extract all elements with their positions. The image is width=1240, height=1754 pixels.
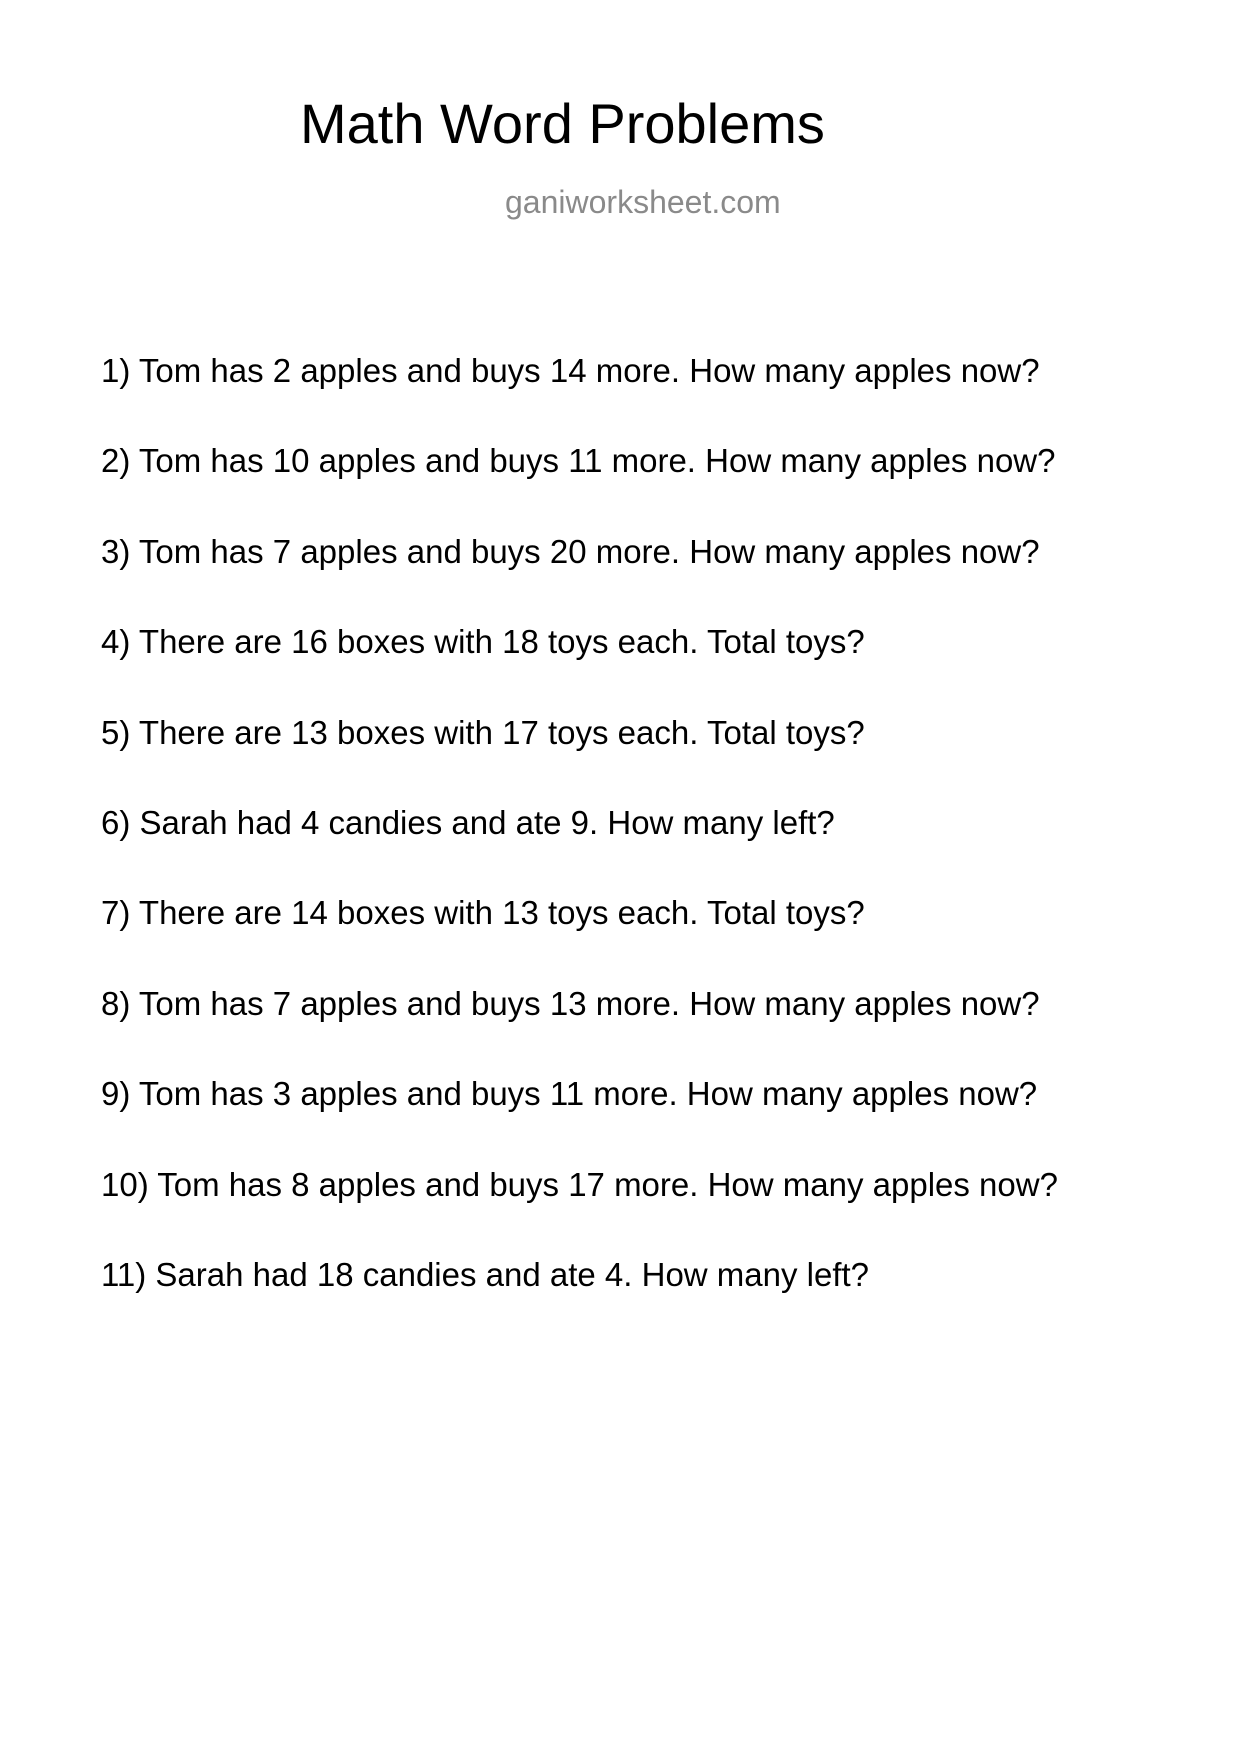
- problem-item: 7) There are 14 boxes with 13 toys each. Total toys?: [101, 894, 865, 932]
- problem-item: 3) Tom has 7 apples and buys 20 more. How many apples now?: [101, 532, 1040, 570]
- problem-item: 8) Tom has 7 apples and buys 13 more. How many apples now?: [101, 984, 1040, 1022]
- problem-item: 2) Tom has 10 apples and buys 11 more. How many apples now?: [101, 442, 1056, 480]
- problem-item: 10) Tom has 8 apples and buys 17 more. How many apples now?: [101, 1165, 1058, 1203]
- source-website: ganiworksheet.com: [505, 184, 781, 220]
- problem-item: 5) There are 13 boxes with 17 toys each. Total toys?: [101, 713, 865, 751]
- problem-list: [101, 354, 1058, 1348]
- problem-item: 6) Sarah had 4 candies and ate 9. How many left?: [101, 803, 835, 841]
- problem-item: 1) Tom has 2 apples and buys 14 more. How many apples now?: [101, 352, 1040, 389]
- problem-item: 11) Sarah had 18 candies and ate 4. How many left?: [101, 1255, 870, 1293]
- worksheet-title: Math Word Problems: [300, 92, 825, 155]
- problem-item: 4) There are 16 boxes with 18 toys each. Total toys?: [101, 623, 865, 661]
- problem-item: 9) Tom has 3 apples and buys 11 more. How many apples now?: [101, 1075, 1038, 1113]
